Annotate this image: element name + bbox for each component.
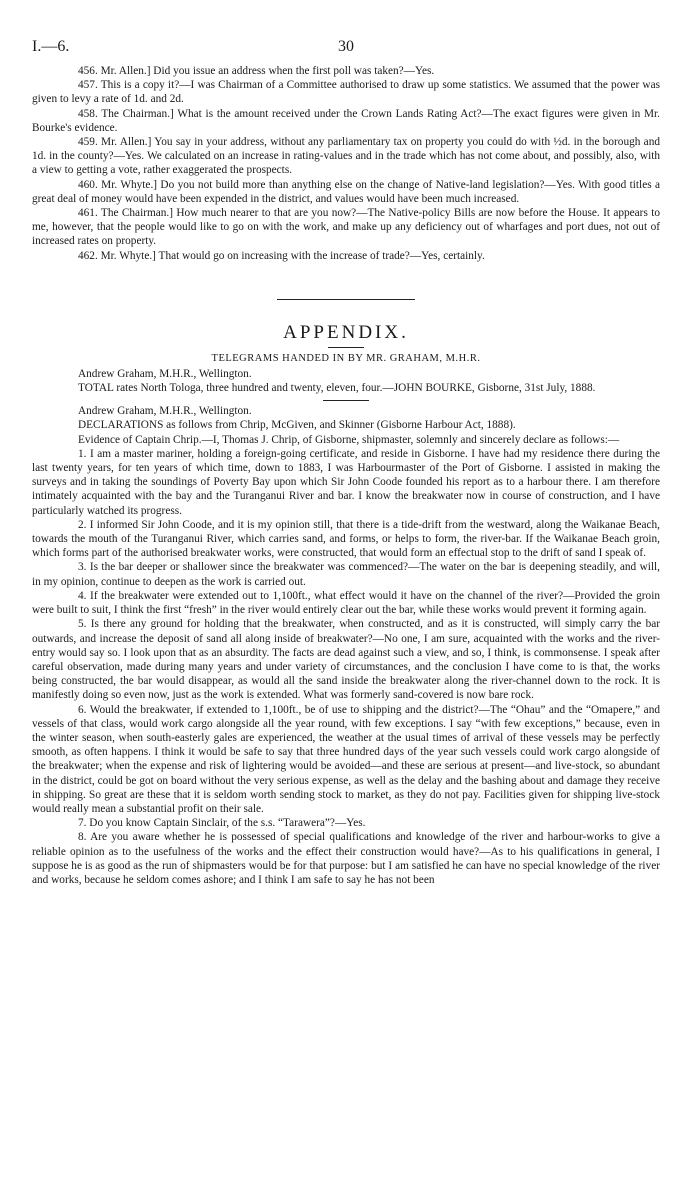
declaration-paragraph-5: 5. Is there any ground for holding that the breakwater, when constructed, and as it is constructed, will simply carry the bar outwards, and increase the deposit of sand all along inside of breakwater?—No one, I am sure, acquainted with the works and the river-entry would say so. I look upon that as an absurdity. The facts are dead against such a view, and so, I think, is commonsense. I speak after careful observation, made during many years and under variety of circumstances, and the conclusion I have come to is that, the works being constructed, the bar would disappear, as would all the sand inside the breakwater along the river-channel down to the rock. It is manifestly doing so even now, just as the work is extended. What was formerly sand-covered is now bare rock. — [32, 618, 660, 702]
page-header — [32, 38, 660, 62]
question-459: 459. Mr. Allen.] You say in your address, without any parliamentary tax on property you could do with ½d. in the borough and 1d. in the county?—Yes. We calculated on an increase in rating-values and in the trade which has not come about, and possibly, also, with a view to getting a vote, rather exaggerated the prospects. — [32, 136, 660, 177]
question-461: 461. The Chairman.] How much nearer to that are you now?—The Native-policy Bills are now before the House. It appears to me, however, that the people would like to go on with the work, and make up any deficiency out of wharfages and port dues, not out of increased rates on property. — [32, 207, 660, 248]
telegram-two-addressee: Andrew Graham, M.H.R., Wellington. — [78, 405, 252, 418]
evidence-section — [32, 64, 660, 263]
declaration-paragraph-3: 3. Is the bar deeper or shallower since the breakwater was commenced?—The water on the bar is deepening steadily, and will, in my opinion, continue to deepen as the work is carried out. — [32, 561, 660, 588]
document-page — [32, 38, 660, 887]
declaration-paragraph-4: 4. If the breakwater were extended out to 1,100ft., what effect would it have on the channel of the river?—Provided the groin were built to suit, I think the first “fresh” in the river would entirely clear out the bar, while these works would prevent it forming again. — [32, 589, 660, 617]
section-divider — [277, 299, 415, 300]
page-number: 30 — [338, 38, 354, 55]
telegram-divider — [323, 400, 369, 401]
declaration-paragraph-1: 1. I am a master mariner, holding a foreign-going certificate, and reside in Gisborne. I have had my residence there during the last twenty years, for ten years of which time, down to 1883, I was Harbourmaster of the Port of Gisborne. I assisted in making the surveys and in taking the soundings of Poverty Bay upon which Sir John Coode founded his report as to a harbour there. I am therefore intimately acquainted with the bay and the Turanganui River and bar. I know the breakwater now in course of construction, and I have particularly watched its progress. — [32, 447, 660, 517]
declaration-paragraph-2: 2. I informed Sir John Coode, and it is my opinion still, that there is a tide-drift from the westward, along the Waikanae Beach, towards the mouth of the Turanganui River, which carries sand, and forms, or helps to form, the river-bar. If the Waikanae Beach groin, which forms part of the authorised breakwater works, were constructed, that would form an effectual stop to the drift of sand I speak of. — [32, 518, 660, 560]
appendix-subheading: TELEGRAMS HANDED IN BY MR. GRAHAM, M.H.R. — [211, 352, 481, 364]
question-456: 456. Mr. Allen.] Did you issue an address when the first poll was taken?—Yes. — [78, 65, 435, 77]
telegram-one — [32, 367, 660, 395]
question-457: 457. This is a copy it?—I was Chairman of a Committee authorised to draw up some statistics. We assumed that the power was given to levy a rate of 1d. and 2d. — [32, 79, 660, 106]
declaration-paragraph-8: 8. Are you aware whether he is possessed of special qualifications and knowledge of the river and harbour-works to give a reliable opinion as to the usefulness of the works and the effect their construction would have?—As to his qualifications in general, I suppose he is as good as the run of shipmasters would be for that purpose: but I am satisfied he can have no special knowledge of the river and works, because he seldom comes ashore; and I think I am safe to say he has not been — [32, 831, 660, 886]
question-462: 462. Mr. Whyte.] That would go on increasing with the increase of trade?—Yes, certainly. — [78, 249, 485, 262]
telegram-two — [32, 404, 660, 887]
declaration-paragraph-7: 7. Do you know Captain Sinclair, of the s.s. “Tarawera”?—Yes. — [78, 817, 366, 830]
title-underline — [328, 347, 364, 348]
evidence-intro: Evidence of Captain Chrip.—I, Thomas J. Chrip, of Gisborne, shipmaster, solemnly and sincerely declare as follows:— — [78, 433, 620, 446]
telegram-one-addressee: Andrew Graham, M.H.R., Wellington. — [78, 367, 252, 380]
declarations-line: DECLARATIONS as follows from Chrip, McGiven, and Skinner (Gisborne Harbour Act, 1888). — [78, 419, 516, 432]
question-460: 460. Mr. Whyte.] Do you not build more than anything else on the change of Native-land legislation?—Yes. With good titles a great deal of money would have been expended in the district, and values would have been much increased. — [32, 178, 660, 205]
question-458: 458. The Chairman.] What is the amount received under the Crown Lands Rating Act?—The exact figures were given in Mr. Bourke's evidence. — [32, 107, 660, 134]
telegram-one-body: TOTAL rates North Tologa, three hundred and twenty, eleven, four.—JOHN BOURKE, Gisborne, 31st July, 1888. — [78, 382, 596, 395]
appendix-title: APPENDIX. — [283, 321, 409, 343]
declaration-paragraph-6: 6. Would the breakwater, if extended to 1,100ft., be of use to shipping and the district?—The “Ohau” and the “Omapere,” and vessels of that class, would work cargo alongside all the year round, with few exceptions. I say “with few exceptions,” because, even in the winter season, when south-easterly gales are experienced, the weather at the usual times of arrival of these vessels may be perfectly smooth, as often happens. I think it would be safe to say that three hundred days of the year such vessels could work cargo alongside of the breakwater; when the expense and risk of lightering would be avoided—and these are serious at present—and live-stock, so abundant in the district, could be got on board without the very serious expense, as well as the delay and the bashing about and damage they receive in shipping. So great are these that it is seldom worth sending stock to market, as they do not pay. Facilities given for shipping live-stock would really mean a substantial profit on their sale. — [32, 703, 660, 815]
document-reference: I.—6. — [32, 38, 70, 55]
